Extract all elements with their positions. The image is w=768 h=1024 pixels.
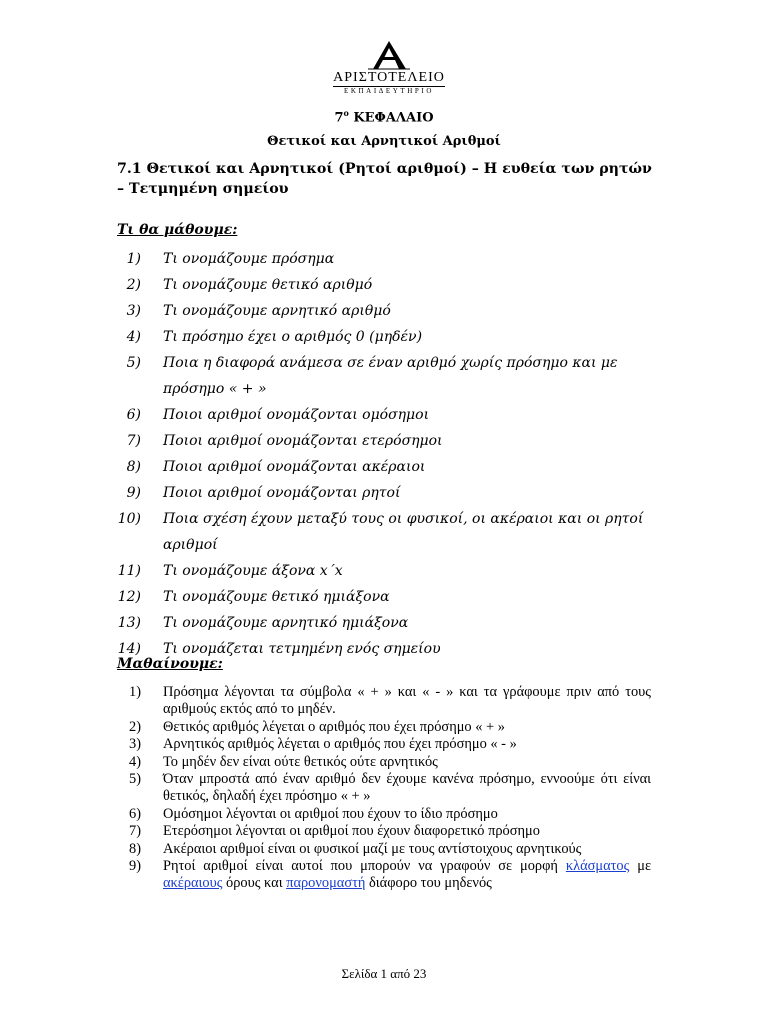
list-item xyxy=(117,841,651,858)
item-number: 4) xyxy=(129,753,141,770)
item-text: Ποιοι αριθμοί ονομάζονται ρητοί xyxy=(163,485,401,501)
list-item xyxy=(117,298,657,324)
link-paronomasti[interactable]: παρονομαστή xyxy=(286,875,366,892)
item-text: Τι πρόσημο έχει ο αριθμός 0 (μηδέν) xyxy=(163,329,423,345)
list-item xyxy=(117,402,657,428)
item-number: 8) xyxy=(126,459,141,475)
list-item xyxy=(117,506,657,558)
item-text: Ποια η διαφορά ανάμεσα σε έναν αριθμό χωρίς πρόσημο και με πρόσημο « + » xyxy=(163,355,618,397)
list-item xyxy=(117,858,651,893)
item-number: 1) xyxy=(126,251,141,267)
list-item xyxy=(117,584,657,610)
item-number: 11) xyxy=(117,563,141,579)
item-text: Θετικός αριθμός λέγεται ο αριθμός που έχει πρόσημο « + » xyxy=(163,718,505,735)
item-number: 2) xyxy=(129,718,141,735)
item-text: Ακέραιοι αριθμοί είναι οι φυσικοί μαζί με τους αντίστοιχους αρνητικούς xyxy=(163,840,582,857)
item-number: 9) xyxy=(129,858,141,875)
item-text: Ποιοι αριθμοί ονομάζονται ομόσημοι xyxy=(163,407,430,423)
item-text: Τι ονομάζουμε πρόσημα xyxy=(163,251,335,267)
link-akeraious[interactable]: ακέραιους xyxy=(163,875,223,892)
chapter-label: ΚΕΦΑΛΑΙΟ xyxy=(348,110,434,126)
item-text-part: με xyxy=(629,858,651,875)
item-number: 2) xyxy=(126,277,141,293)
item-text-part: όρους και xyxy=(222,875,287,892)
item-text: Ομόσημοι λέγονται οι αριθμοί που έχουν το ίδιο πρόσημο xyxy=(163,805,498,822)
item-text: Όταν μπροστά από έναν αριθμό δεν έχουμε κανένα πρόσημο, εννοούμε ότι είναι θετικός, δηλαδή έχει πρόσημο « + » xyxy=(163,771,651,805)
logo-a-icon xyxy=(366,40,412,70)
questions-list xyxy=(117,246,657,662)
learned-heading: Μαθαίνουμε: xyxy=(117,656,223,672)
item-text: Ποια σχέση έχουν μεταξύ τους οι φυσικοί, οι ακέραιοι και οι ρητοί αριθμοί xyxy=(163,511,644,553)
item-number: 12) xyxy=(117,589,141,605)
item-number: 4) xyxy=(126,329,141,345)
list-item xyxy=(117,428,657,454)
item-number: 6) xyxy=(129,805,141,822)
item-text: Τι ονομάζουμε θετικό αριθμό xyxy=(163,277,373,293)
list-item xyxy=(117,246,657,272)
item-text: Τι ονομάζεται τετμημένη ενός σημείου xyxy=(163,641,441,657)
item-text-part: διάφορο του μηδενός xyxy=(365,875,492,892)
list-item xyxy=(117,823,651,840)
logo-subtitle: ΕΚΠΑΙΔΕΥΤΗΡΙΟ xyxy=(333,86,445,96)
list-item xyxy=(117,754,651,771)
list-item xyxy=(117,350,657,402)
item-text: Ποιοι αριθμοί ονομάζονται ακέραιοι xyxy=(163,459,426,475)
item-number: 13) xyxy=(117,615,141,631)
page-footer: Σελίδα 1 από 23 xyxy=(341,966,427,981)
chapter-ordinal: ο xyxy=(343,108,349,118)
chapter-subtitle: Θετικοί και Αρνητικοί Αριθμοί xyxy=(267,134,501,149)
list-item xyxy=(117,719,651,736)
item-text-part: Ρητοί αριθμοί είναι αυτοί που μπορούν να γραφούν σε μορφή xyxy=(163,858,566,875)
item-text: Τι ονομάζουμε θετικό ημιάξονα xyxy=(163,589,390,605)
item-number: 7) xyxy=(129,823,141,840)
logo-name: ΑΡΙΣΤΟΤΕΛΕΙΟ xyxy=(333,70,445,85)
list-item xyxy=(117,610,657,636)
item-number: 1) xyxy=(129,684,141,700)
item-text: Ετερόσημοι λέγονται οι αριθμοί που έχουν διαφορετικό πρόσημο xyxy=(163,823,540,840)
item-text: Ποιοι αριθμοί ονομάζονται ετερόσημοι xyxy=(163,433,443,449)
definitions-list xyxy=(117,684,651,893)
link-klasmatos[interactable]: κλάσματος xyxy=(565,858,630,875)
chapter-heading xyxy=(0,108,768,125)
item-number: 9) xyxy=(126,485,141,501)
section-title: 7.1 Θετικοί και Αρνητικοί (Ρητοί αριθμοί) – Η ευθεία των ρητών – Τετμημένη σημείου xyxy=(117,161,652,197)
list-item xyxy=(117,771,651,806)
item-number: 7) xyxy=(126,433,141,449)
item-text: Τι ονομάζουμε αρνητικό ημιάξονα xyxy=(163,615,409,631)
list-item xyxy=(117,480,657,506)
list-item xyxy=(117,454,657,480)
item-text: Τι ονομάζουμε αρνητικό αριθμό xyxy=(163,303,391,319)
item-number: 6) xyxy=(126,407,141,423)
item-number: 10) xyxy=(117,511,141,527)
item-number: 5) xyxy=(129,771,141,788)
item-number: 3) xyxy=(129,736,141,753)
list-item xyxy=(117,684,651,719)
item-text: Πρόσημα λέγονται τα σύμβολα « + » και « - » και τα γράφουμε πριν από τους αριθμούς εκτός από το μηδέν. xyxy=(163,684,651,718)
item-number: 8) xyxy=(129,840,141,857)
list-item xyxy=(117,324,657,350)
item-text: Αρνητικός αριθμός λέγεται ο αριθμός που έχει πρόσημο « - » xyxy=(163,736,517,753)
list-item xyxy=(117,736,651,753)
list-item xyxy=(117,558,657,584)
item-number: 5) xyxy=(126,355,141,371)
list-item xyxy=(117,806,651,823)
list-item xyxy=(117,272,657,298)
item-number: 3) xyxy=(126,303,141,319)
school-logo xyxy=(329,40,449,96)
learn-heading: Τι θα μάθουμε: xyxy=(117,222,238,238)
item-text: Τι ονομάζουμε άξονα x΄x xyxy=(163,563,343,579)
chapter-number: 7 xyxy=(334,110,344,126)
item-number: 14) xyxy=(117,641,141,657)
item-text: Το μηδέν δεν είναι ούτε θετικός ούτε αρνητικός xyxy=(163,753,438,770)
